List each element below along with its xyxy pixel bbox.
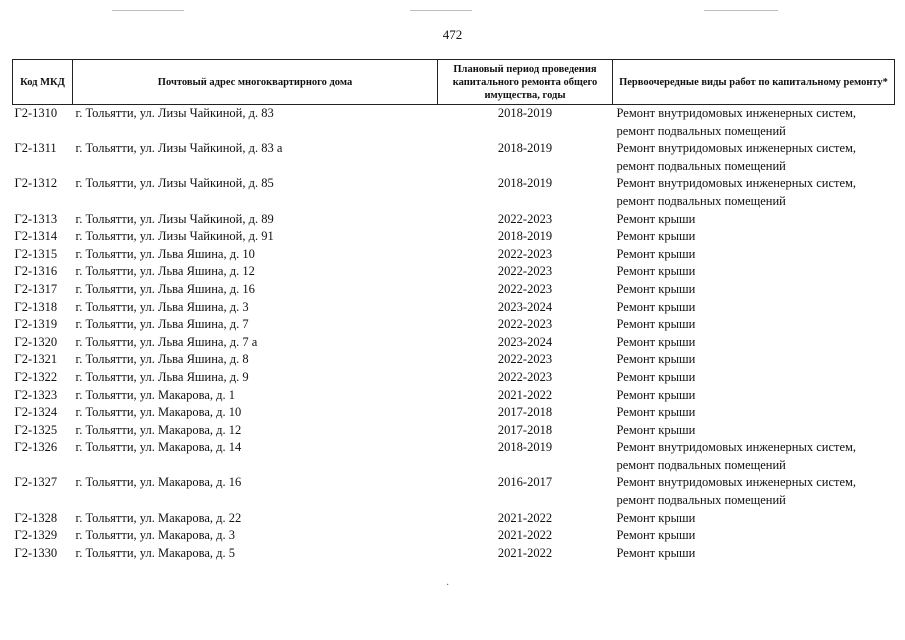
page-number: 472 [442, 27, 463, 42]
address-cell: г. Тольятти, ул. Лизы Чайкиной, д. 83 а [75, 141, 283, 156]
table-header-row [13, 60, 895, 105]
works-line: Ремонт крыши [616, 281, 696, 296]
table-row [13, 263, 895, 281]
table-row [13, 334, 895, 352]
works-line: Ремонт крыши [616, 264, 696, 279]
scan-mark [704, 10, 778, 11]
address-cell: г. Тольятти, ул. Лизы Чайкиной, д. 91 [75, 229, 274, 244]
works-line: Ремонт крыши [616, 528, 696, 543]
period-cell: 2018-2019 [497, 440, 553, 455]
table-row [13, 316, 895, 334]
table-row [13, 140, 895, 175]
works-cell [613, 105, 895, 141]
period-cell: 2022-2023 [497, 352, 553, 367]
works-line: ремонт подвальных помещений [616, 493, 786, 508]
mkd-code-cell: Г2-1316 [14, 264, 58, 279]
mkd-code-cell: Г2-1319 [14, 317, 58, 332]
table-row [13, 527, 895, 545]
address-cell: г. Тольятти, ул. Льва Яшина, д. 12 [75, 264, 255, 279]
period-cell: 2017-2018 [497, 422, 553, 437]
works-line: ремонт подвальных помещений [616, 193, 786, 208]
works-line: ремонт подвальных помещений [616, 158, 786, 173]
works-cell [613, 527, 895, 545]
mkd-code-cell: Г2-1312 [14, 176, 58, 191]
address-cell: г. Тольятти, ул. Льва Яшина, д. 16 [75, 281, 255, 296]
period-cell: 2022-2023 [497, 211, 553, 226]
period-cell: 2021-2022 [497, 387, 553, 402]
mkd-code-cell: Г2-1320 [14, 334, 58, 349]
mkd-code-cell: Г2-1328 [14, 510, 58, 525]
scan-artifacts [0, 10, 905, 14]
works-line: Ремонт крыши [616, 387, 696, 402]
scan-mark [112, 10, 184, 11]
works-cell [613, 334, 895, 352]
repair-schedule-table [12, 59, 895, 562]
works-cell [613, 228, 895, 246]
mkd-code-cell: Г2-1326 [14, 440, 58, 455]
address-cell: г. Тольятти, ул. Макарова, д. 3 [75, 528, 235, 543]
mkd-code-cell: Г2-1311 [14, 141, 57, 156]
works-line: Ремонт крыши [616, 229, 696, 244]
works-cell [613, 140, 895, 175]
works-line: Ремонт крыши [616, 246, 696, 261]
address-cell: г. Тольятти, ул. Лизы Чайкиной, д. 89 [75, 211, 274, 226]
works-line: ремонт подвальных помещений [616, 457, 786, 472]
table-row [13, 387, 895, 405]
period-cell: 2021-2022 [497, 528, 553, 543]
mkd-code-cell: Г2-1329 [14, 528, 58, 543]
period-cell: 2016-2017 [497, 475, 553, 490]
address-cell: г. Тольятти, ул. Макарова, д. 5 [75, 545, 235, 560]
address-cell: г. Тольятти, ул. Макарова, д. 16 [75, 475, 242, 490]
table-row [13, 228, 895, 246]
address-cell: г. Тольятти, ул. Льва Яшина, д. 7 а [75, 334, 258, 349]
period-cell: 2018-2019 [497, 176, 553, 191]
works-line: Ремонт внутридомовых инженерных систем, [616, 440, 857, 455]
mkd-code-cell: Г2-1310 [14, 106, 58, 120]
table-row [13, 211, 895, 229]
works-line: Ремонт крыши [616, 334, 696, 349]
period-cell: 2022-2023 [497, 264, 553, 279]
works-cell [613, 510, 895, 528]
table-row [13, 474, 895, 509]
table-row [13, 404, 895, 422]
works-cell [613, 299, 895, 317]
period-cell: 2021-2022 [497, 545, 553, 560]
period-cell: 2018-2019 [497, 141, 553, 156]
scan-dot: · [446, 580, 450, 591]
period-cell: 2017-2018 [497, 405, 553, 420]
table-row [13, 439, 895, 474]
table-row [13, 351, 895, 369]
works-line: ремонт подвальных помещений [616, 123, 786, 138]
address-cell: г. Тольятти, ул. Льва Яшина, д. 7 [75, 317, 249, 332]
address-cell: г. Тольятти, ул. Льва Яшина, д. 3 [75, 299, 249, 314]
mkd-code-cell: Г2-1315 [14, 246, 58, 261]
mkd-code-cell: Г2-1317 [14, 281, 58, 296]
works-cell [613, 351, 895, 369]
period-cell: 2022-2023 [497, 246, 553, 261]
works-line: Ремонт крыши [616, 211, 696, 226]
table-row [13, 105, 895, 141]
table-row [13, 510, 895, 528]
works-cell [613, 474, 895, 509]
works-line: Ремонт внутридомовых инженерных систем, [616, 475, 857, 490]
works-cell [613, 422, 895, 440]
mkd-code-cell: Г2-1325 [14, 422, 58, 437]
mkd-code-cell: Г2-1324 [14, 405, 58, 420]
address-cell: г. Тольятти, ул. Макарова, д. 22 [75, 510, 242, 525]
period-cell: 2023-2024 [497, 299, 553, 314]
table-row [13, 545, 895, 563]
period-cell: 2022-2023 [497, 369, 553, 384]
works-cell [613, 369, 895, 387]
table-body [13, 105, 895, 563]
table-row [13, 369, 895, 387]
works-cell [613, 211, 895, 229]
period-cell: 2023-2024 [497, 334, 553, 349]
mkd-code-cell: Г2-1314 [14, 229, 58, 244]
works-line: Ремонт крыши [616, 352, 696, 367]
works-line: Ремонт крыши [616, 510, 696, 525]
address-cell: г. Тольятти, ул. Лизы Чайкиной, д. 85 [75, 176, 274, 191]
mkd-code-cell: Г2-1323 [14, 387, 58, 402]
address-cell: г. Тольятти, ул. Макарова, д. 12 [75, 422, 242, 437]
works-cell [613, 316, 895, 334]
works-line: Ремонт крыши [616, 317, 696, 332]
works-cell [613, 387, 895, 405]
works-cell [613, 545, 895, 563]
header-code: Код МКД [13, 60, 73, 105]
table-row [13, 422, 895, 440]
address-cell: г. Тольятти, ул. Макарова, д. 1 [75, 387, 235, 402]
table-row [13, 281, 895, 299]
works-line: Ремонт крыши [616, 422, 696, 437]
period-cell: 2022-2023 [497, 317, 553, 332]
table-row [13, 175, 895, 210]
mkd-code-cell: Г2-1322 [14, 369, 58, 384]
works-line: Ремонт крыши [616, 369, 696, 384]
works-line: Ремонт внутридомовых инженерных систем, [616, 176, 857, 191]
works-line: Ремонт крыши [616, 299, 696, 314]
header-period: Плановый период проведения капитального ремонта общего имущества, годы [438, 60, 613, 105]
works-line: Ремонт крыши [616, 405, 696, 420]
header-address: Почтовый адрес многоквартирного дома [73, 60, 438, 105]
works-line: Ремонт внутридомовых инженерных систем, [616, 141, 857, 156]
period-cell: 2022-2023 [497, 281, 553, 296]
header-works: Первоочередные виды работ по капитальному ремонту* [613, 60, 895, 105]
works-line: Ремонт внутридомовых инженерных систем, [616, 106, 857, 120]
table-row [13, 299, 895, 317]
works-cell [613, 404, 895, 422]
address-cell: г. Тольятти, ул. Макарова, д. 14 [75, 440, 242, 455]
address-cell: г. Тольятти, ул. Лизы Чайкиной, д. 83 [75, 106, 274, 120]
period-cell: 2018-2019 [497, 106, 553, 120]
works-cell [613, 439, 895, 474]
works-cell [613, 246, 895, 264]
address-cell: г. Тольятти, ул. Макарова, д. 10 [75, 405, 242, 420]
period-cell: 2021-2022 [497, 510, 553, 525]
mkd-code-cell: Г2-1313 [14, 211, 58, 226]
works-line: Ремонт крыши [616, 545, 696, 560]
mkd-code-cell: Г2-1321 [14, 352, 58, 367]
table-row [13, 246, 895, 264]
address-cell: г. Тольятти, ул. Льва Яшина, д. 8 [75, 352, 249, 367]
works-cell [613, 281, 895, 299]
period-cell: 2018-2019 [497, 229, 553, 244]
address-cell: г. Тольятти, ул. Льва Яшина, д. 9 [75, 369, 249, 384]
works-cell [613, 263, 895, 281]
mkd-code-cell: Г2-1327 [14, 475, 58, 490]
address-cell: г. Тольятти, ул. Льва Яшина, д. 10 [75, 246, 255, 261]
mkd-code-cell: Г2-1318 [14, 299, 58, 314]
works-cell [613, 175, 895, 210]
mkd-code-cell: Г2-1330 [14, 545, 58, 560]
scan-mark [410, 10, 472, 11]
